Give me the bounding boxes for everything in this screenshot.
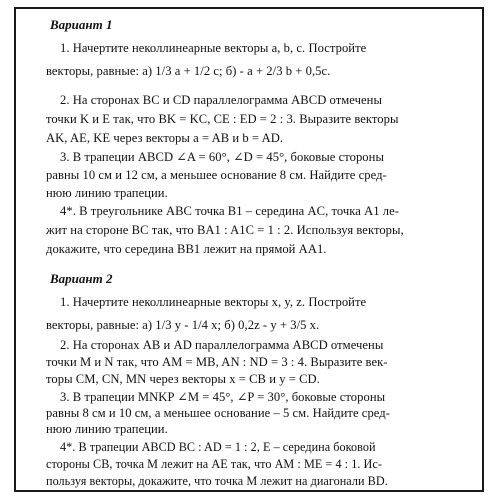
v1-task1-line1: 1. Начертите неколлинеарные векторы a, b, c. Постройте	[60, 41, 367, 55]
v1-task1-line2: векторы, равные: а) 1/3 a + 1/2 c; б) - a + 2/3 b + 0,5c.	[46, 64, 331, 78]
variant-2-title: Вариант 2	[50, 271, 113, 286]
v2-task2-line2: точки M и N так, что AM = MB, AN : ND = 3 : 4. Выразите век-	[46, 355, 388, 369]
v2-task3-line1: 3. В трапеции MNKP ∠M = 45°, ∠P = 30°, боковые стороны	[60, 390, 386, 404]
v2-task4-line1: 4*. В трапеции ABCD BC : AD = 1 : 2, E – середина боковой	[60, 440, 376, 454]
v2-task4-line3: пользуя векторы, докажите, что точка M лежит на диагонали BD.	[46, 474, 388, 488]
v2-task3-line3: нюю линию трапеции.	[46, 422, 168, 436]
v2-task4-line2: стороны CB, точка M лежит на AE так, что AM : ME = 4 : 1. Ис-	[46, 457, 382, 471]
v2-task2-line3: торы CM, CN, MN через векторы x = CB и y = CD.	[46, 372, 320, 386]
variant-1-title: Вариант 1	[50, 17, 113, 32]
v1-task3-line1: 3. В трапеции ABCD ∠A = 60°, ∠D = 45°, боковые стороны	[60, 150, 384, 164]
v2-task3-line2: равны 8 см и 10 см, а меньшее основание – 5 см. Найдите сред-	[46, 406, 390, 420]
v1-task3-line2: равны 10 см и 12 см, а меньшее основание 8 см. Найдите сред-	[46, 168, 387, 182]
v1-task2-line2: точки K и E так, что BK = KC, CE : ED = 2 : 3. Выразите векторы	[46, 112, 399, 126]
v1-task4-line2: жит на стороне BC так, что BA1 : A1C = 1 : 2. Используя векторы,	[46, 223, 404, 237]
v2-task2-line1: 2. На сторонах AB и AD параллелограмма ABCD отмечены	[60, 338, 384, 352]
v1-task4-line3: докажите, что середина BB1 лежит на прямой AA1.	[46, 242, 327, 256]
v1-task3-line3: нюю линию трапеции.	[46, 186, 168, 200]
v1-task2-line1: 2. На сторонах BC и CD параллелограмма ABCD отмечены	[60, 93, 382, 107]
v1-task4-line1: 4*. В треугольнике ABC точка B1 – середина AC, точка A1 ле-	[60, 204, 399, 218]
v2-task1-line1: 1. Начертите неколлинеарные векторы x, y, z. Постройте	[60, 295, 367, 309]
v2-task1-line2: векторы, равные: а) 1/3 y - 1/4 x; б) 0,2z - y + 3/5 x.	[46, 318, 320, 332]
v1-task2-line3: AK, AE, KE через векторы a = AB и b = AD.	[46, 131, 284, 145]
